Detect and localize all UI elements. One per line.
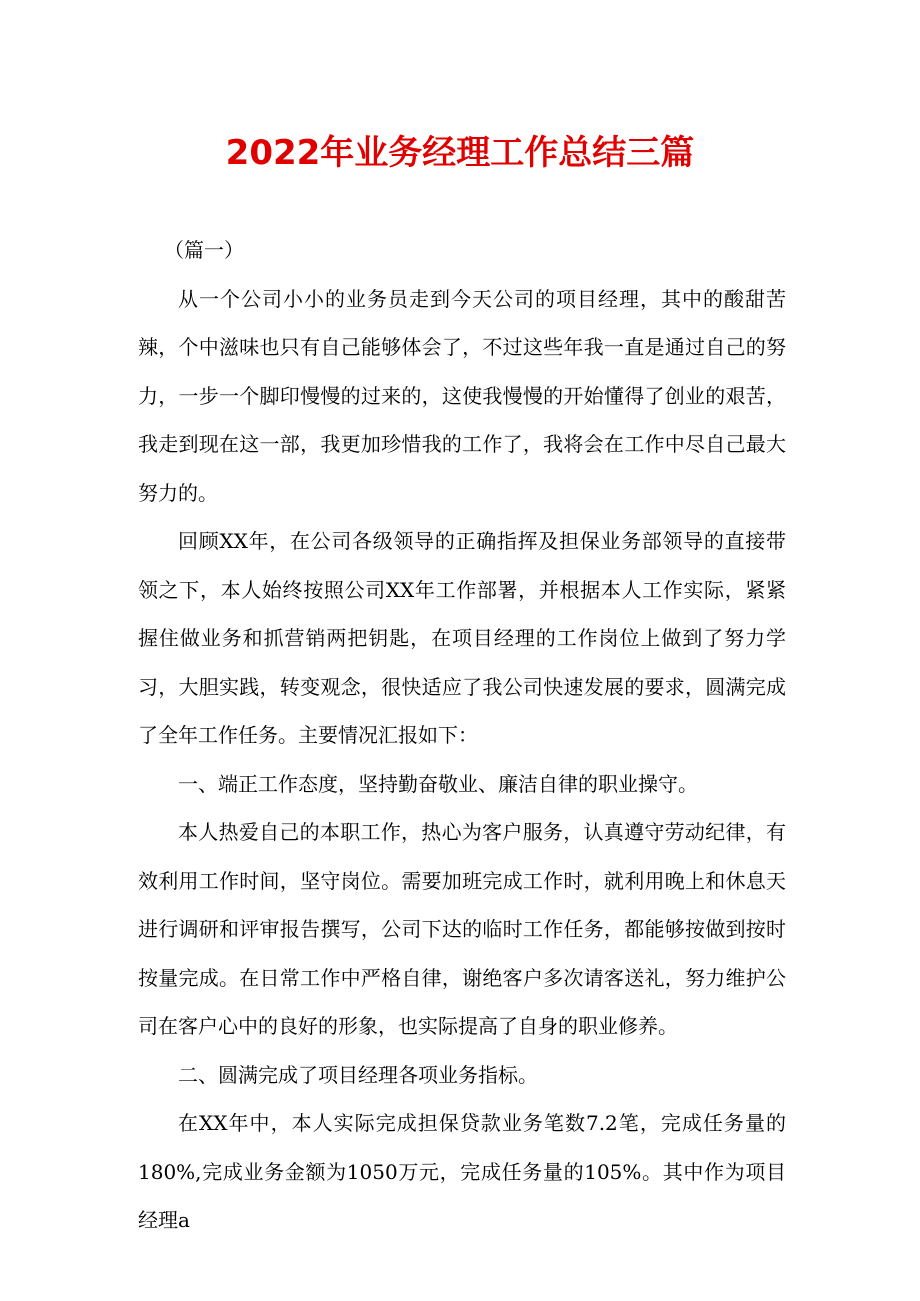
document-body bbox=[138, 226, 786, 1245]
section-marker: （篇一） bbox=[164, 238, 244, 262]
paragraph: 回顾XX年，在公司各级领导的正确指挥及担保业务部领导的直接带领之下，本人始终按照公司XX年工作部署，并根据本人工作实际，紧紧握住做业务和抓营销两把钥匙，在项目经理的工作岗位上做到了努力学习，大胆实践，转变观念，很快适应了我公司快速发展的要求，圆满完成了全年工作任务。主要情况汇报如下： bbox=[138, 529, 786, 747]
paragraph: 本人热爱自己的本职工作，热心为客户服务，认真遵守劳动纪律，有效利用工作时间，坚守岗位。需要加班完成工作时，就利用晚上和休息天进行调研和评审报告撰写，公司下达的临时工作任务，都能够按做到按时按量完成。在日常工作中严格自律，谢绝客户多次请客送礼，努力维护公司在客户心中的良好的形象，也实际提高了自身的职业修养。 bbox=[138, 820, 786, 1038]
section-heading: 一、端正工作态度，坚持勤奋敬业、廉洁自律的职业操守。 bbox=[178, 771, 698, 796]
section-heading: 二、圆满完成了项目经理各项业务指标。 bbox=[178, 1062, 538, 1087]
document-title: 2022年业务经理工作总结三篇 bbox=[225, 133, 695, 173]
paragraph: 在XX年中，本人实际完成担保贷款业务笔数7.2笔，完成任务量的180%,完成业务金额为1050万元，完成任务量的105%。其中作为项目经理a bbox=[138, 1111, 786, 1232]
paragraph: 从一个公司小小的业务员走到今天公司的项目经理，其中的酸甜苦辣，个中滋味也只有自己能够体会了，不过这些年我一直是通过自己的努力，一步一个脚印慢慢的过来的，这使我慢慢的开始懂得了创业的艰苦，我走到现在这一部，我更加珍惜我的工作了，我将会在工作中尽自己最大努力的。 bbox=[138, 286, 786, 505]
